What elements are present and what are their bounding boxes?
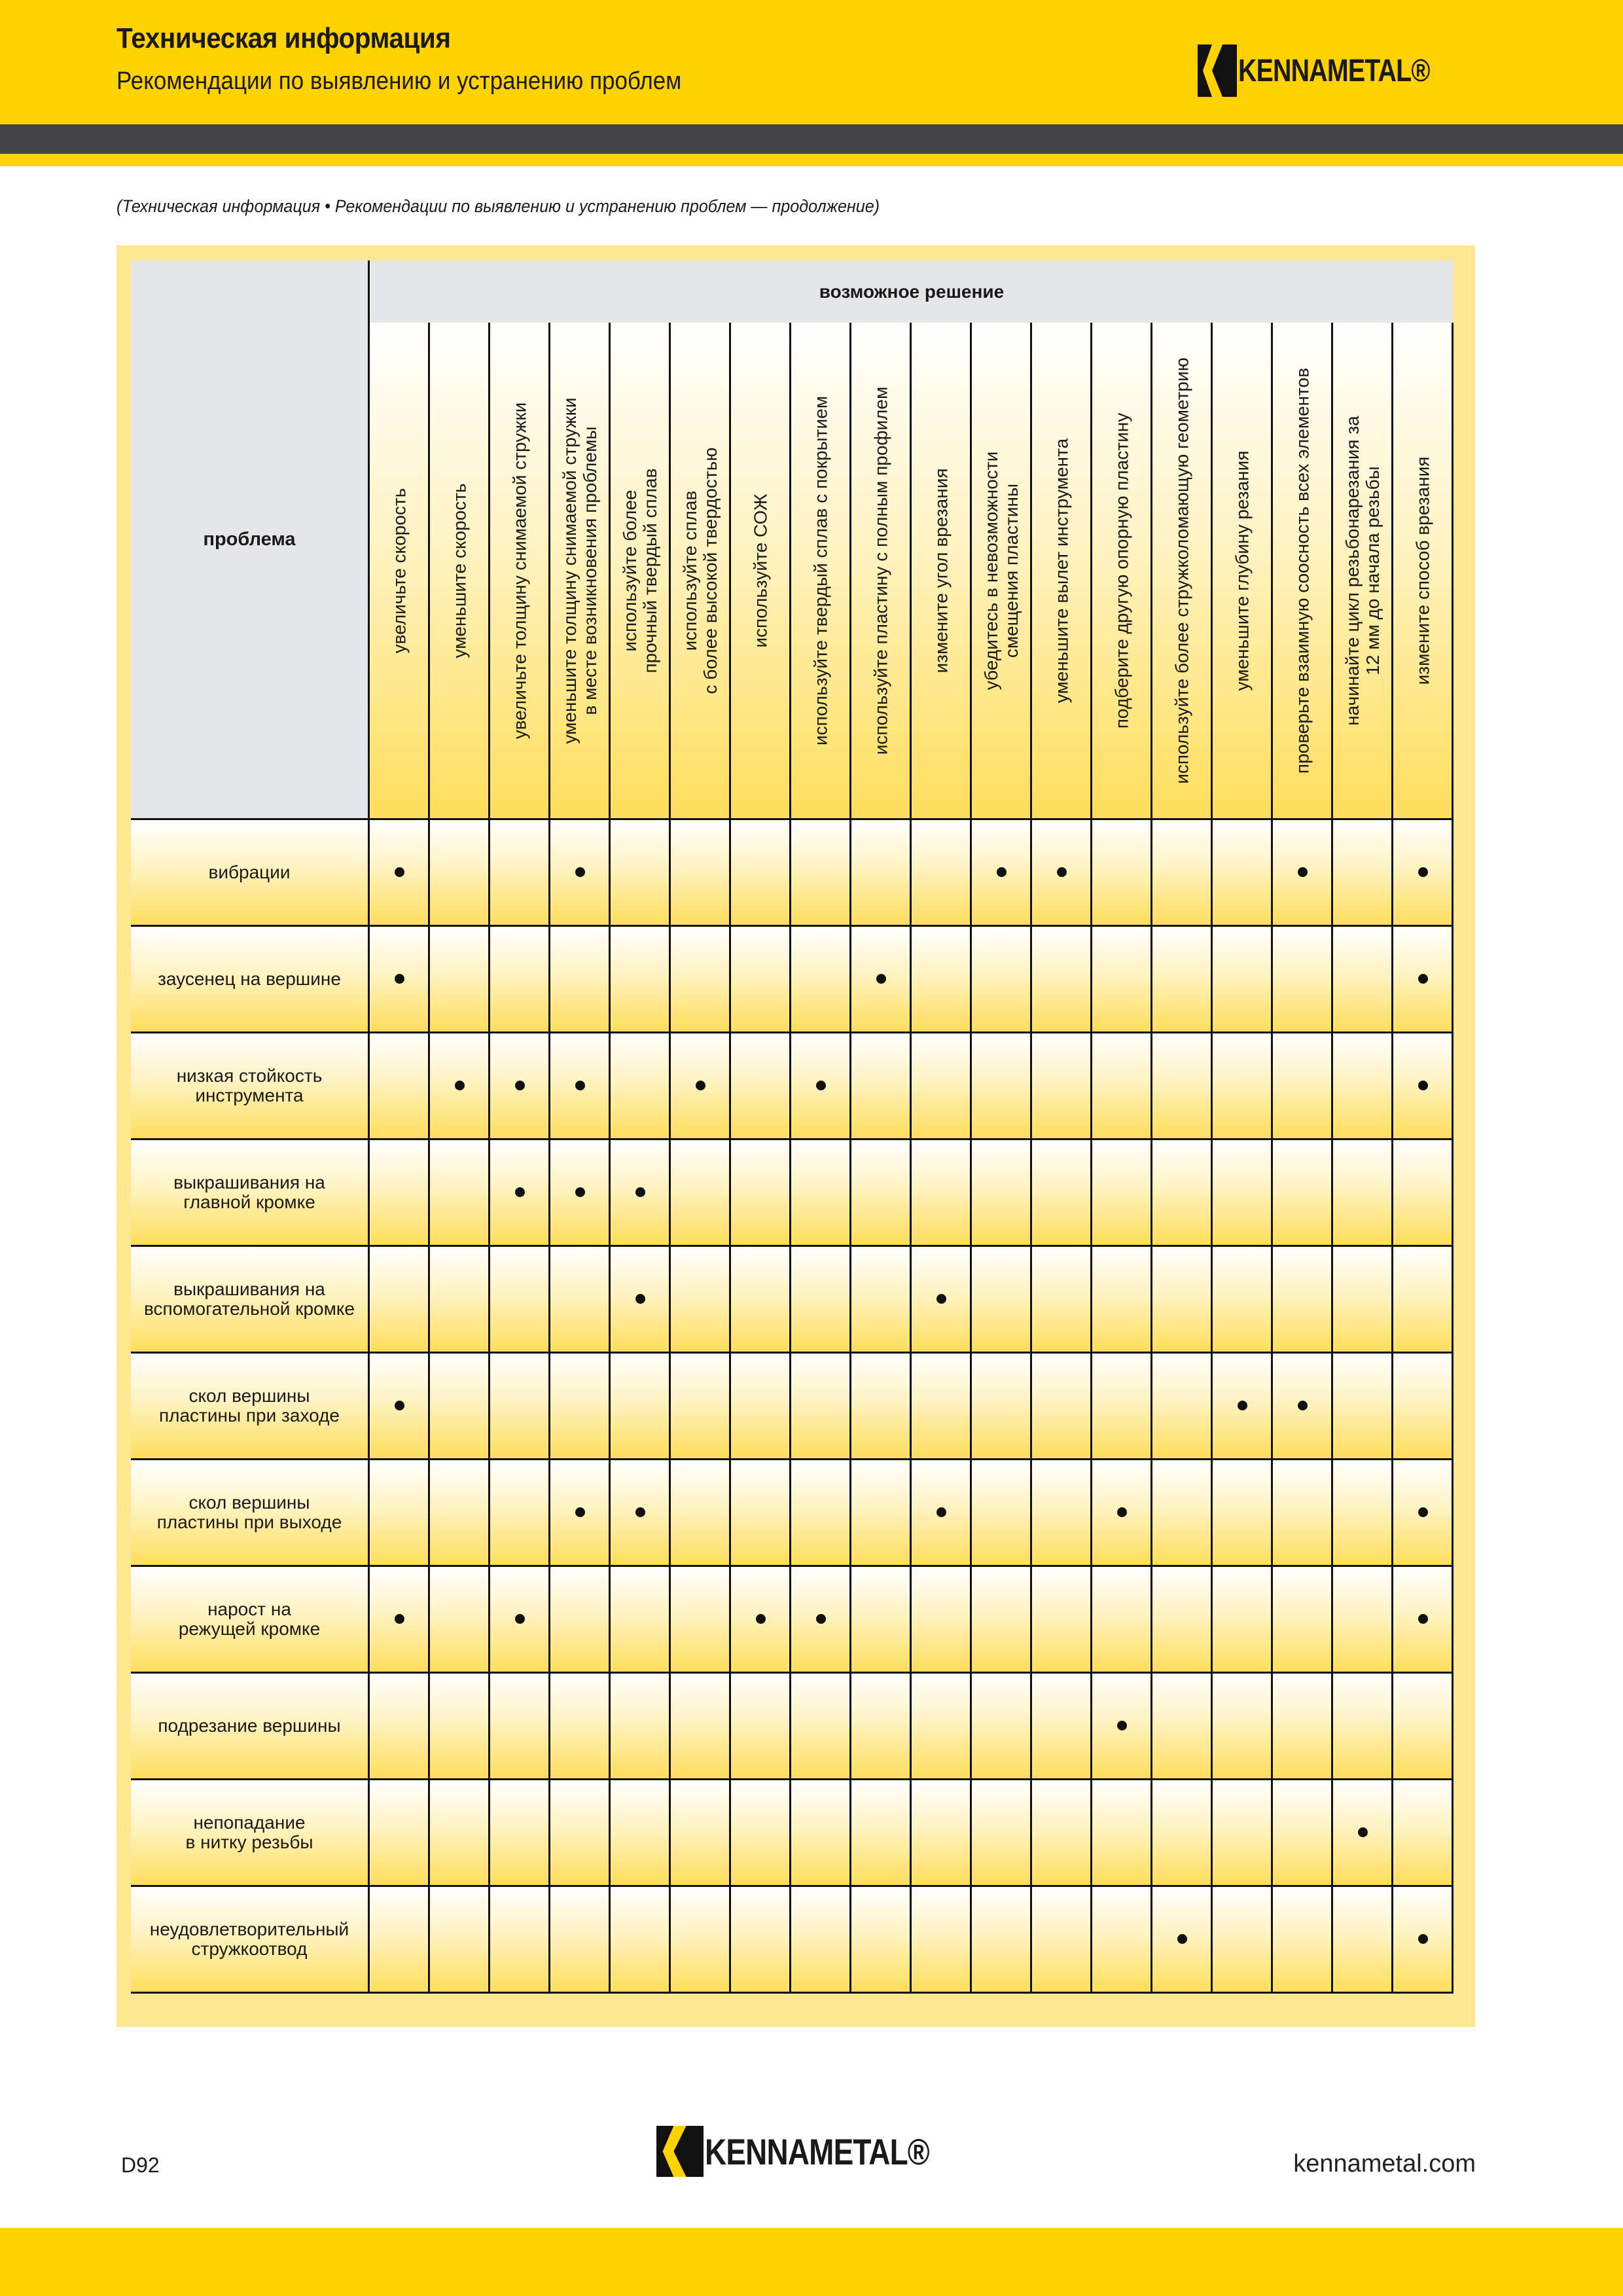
table-cell [1092,1780,1152,1887]
table-cell [1152,1033,1213,1140]
table-cell [912,1780,972,1887]
table-cell [1032,1567,1092,1674]
table-cell [851,1247,912,1354]
table-cell [912,1140,972,1247]
solution-header-16 [1273,323,1333,820]
recommendation-dot [816,1614,826,1624]
table-cell [851,820,912,927]
recommendation-dot [575,1081,585,1090]
header-thin-stripe [0,154,1623,166]
problem-label: заусенец на вершине [131,927,370,1033]
table-cell [1393,927,1454,1033]
table-cell [791,1887,851,1994]
table-cell [1333,1033,1393,1140]
problem-column-header: проблема [131,260,370,820]
table-cell [490,927,550,1033]
troubleshooting-table [131,260,1454,1994]
table-cell [972,1247,1032,1354]
problem-label: низкая стойкость инструмента [131,1033,370,1140]
table-cell [370,1033,430,1140]
solution-header-18 [1393,323,1454,820]
table-cell [550,820,611,927]
solution-label: начинайте цикл резьбонарезания за 12 мм до начала резьбы [1342,415,1383,726]
solution-header-1 [370,323,430,820]
table-cell [1273,1567,1333,1674]
solution-label: увеличьте толщину снимаемой стружки [509,402,529,739]
recommendation-dot [1057,867,1067,877]
table-cell [1213,1247,1273,1354]
table-cell [671,1567,731,1674]
table-cell [1333,1567,1393,1674]
page-subtitle: Рекомендации по выявлению и устранению проблем [116,67,682,95]
table-cell [1032,820,1092,927]
recommendation-dot [575,867,585,877]
table-cell [611,1354,671,1460]
header-dark-stripe [0,124,1623,154]
solution-header-14 [1152,323,1213,820]
recommendation-dot [455,1081,465,1090]
solution-label: уменьшите скорость [449,482,469,658]
table-cell [1032,927,1092,1033]
table-cell [550,1567,611,1674]
table-cell [490,1140,550,1247]
table-cell [370,1780,430,1887]
table-cell [1333,1140,1393,1247]
solution-label: используйте более стружколомающую геометрию [1171,357,1192,784]
recommendation-dot [936,1507,946,1517]
table-cell [611,1780,671,1887]
table-cell [791,1247,851,1354]
table-cell [731,1460,791,1567]
recommendation-dot [635,1507,645,1517]
table-cell [1092,927,1152,1033]
recommendation-dot [575,1187,585,1197]
table-cell [1393,1354,1454,1460]
solution-label: увеличьте скорость [389,488,409,653]
table-cell [490,1033,550,1140]
solution-header-4 [550,323,611,820]
table-cell [1273,1460,1333,1567]
table-cell [912,1567,972,1674]
table-cell [430,1354,490,1460]
table-cell [731,1567,791,1674]
table-cell [1333,1780,1393,1887]
solution-label: уменьшите вылет инструмента [1051,438,1071,703]
table-cell [1213,1887,1273,1994]
table-cell [1092,1140,1152,1247]
kennametal-footer-logo [656,2126,978,2177]
table-cell [731,1354,791,1460]
table-cell [671,820,731,927]
recommendation-dot [936,1294,946,1304]
table-cell [490,820,550,927]
solution-label: используйте СОЖ [750,493,770,648]
table-cell [671,1140,731,1247]
table-cell [1273,1887,1333,1994]
table-cell [851,1460,912,1567]
recommendation-dot [816,1081,826,1090]
table-cell [430,820,490,927]
table-cell [1393,1674,1454,1780]
table-cell [550,1460,611,1567]
table-cell [430,1460,490,1567]
table-cell [1393,1780,1454,1887]
recommendation-dot [395,974,404,984]
table-cell [430,1887,490,1994]
table-cell [611,1460,671,1567]
table-cell [1092,1567,1152,1674]
table-cell [671,927,731,1033]
table-cell [370,1460,430,1567]
recommendation-dot [1418,1081,1428,1090]
page-title: Техническая информация [116,22,451,54]
solution-label: измените способ врезания [1412,456,1433,685]
table-cell [671,1780,731,1887]
solution-header-2 [430,323,490,820]
table-cell [972,1460,1032,1567]
recommendation-dot [515,1614,525,1624]
table-cell [731,927,791,1033]
recommendation-dot [395,1614,404,1624]
table-cell [1273,1780,1333,1887]
solution-label: измените угол врезания [931,467,951,673]
table-cell [1333,1247,1393,1354]
table-cell [611,1033,671,1140]
website-link[interactable]: kennametal.com [1293,2150,1476,2178]
table-cell [972,1567,1032,1674]
recommendation-dot [997,867,1007,877]
problem-label: непопадание в нитку резьбы [131,1780,370,1887]
table-cell [611,927,671,1033]
table-cell [1213,820,1273,927]
table-cell [851,1354,912,1460]
table-cell [791,1140,851,1247]
table-cell [1032,1674,1092,1780]
table-cell [550,1674,611,1780]
table-cell [1213,1674,1273,1780]
table-cell [791,1460,851,1567]
table-cell [1393,820,1454,927]
recommendation-dot [515,1187,525,1197]
page-number: D92 [121,2153,160,2177]
table-cell [671,1674,731,1780]
problem-label: скол вершины пластины при выходе [131,1460,370,1567]
table-cell [550,1140,611,1247]
solution-label: используйте пластину с полным профилем [870,386,891,755]
recommendation-dot [1117,1721,1127,1731]
recommendation-dot [1177,1934,1187,1944]
table-cell [671,1460,731,1567]
recommendation-dot [1298,1401,1308,1410]
table-cell [1032,1140,1092,1247]
table-cell [611,1140,671,1247]
table-cell [851,1674,912,1780]
table-cell [1032,1247,1092,1354]
solution-header-5 [611,323,671,820]
table-cell [1333,927,1393,1033]
solution-header-17 [1333,323,1393,820]
solution-label: подберите другую опорную пластину [1111,412,1132,728]
solution-label: используйте более прочный твердый сплав [619,468,660,673]
solution-header-11 [972,323,1032,820]
table-cell [912,927,972,1033]
problem-label: неудовлетворительный стружкоотвод [131,1887,370,1994]
table-cell [550,1033,611,1140]
table-cell [851,1567,912,1674]
recommendation-dot [1418,1507,1428,1517]
solution-header-6 [671,323,731,820]
table-cell [1393,1140,1454,1247]
table-cell [430,1247,490,1354]
table-cell [1393,1247,1454,1354]
table-cell [791,927,851,1033]
recommendation-dot [1238,1401,1247,1410]
recommendation-dot [756,1614,766,1624]
table-cell [490,1247,550,1354]
table-cell [611,1247,671,1354]
table-cell [791,1780,851,1887]
table-cell [430,1033,490,1140]
table-cell [1032,1460,1092,1567]
table-cell [671,1033,731,1140]
table-cell [1213,1567,1273,1674]
table-cell [1273,1033,1333,1140]
table-cell [912,1460,972,1567]
table-cell [1092,1674,1152,1780]
recommendation-dot [1418,1614,1428,1624]
table-cell [1333,1674,1393,1780]
problem-label: подрезание вершины [131,1674,370,1780]
table-cell [1333,820,1393,927]
table-cell [370,1247,430,1354]
table-cell [1152,1354,1213,1460]
recommendation-dot [1418,1934,1428,1944]
table-cell [851,1140,912,1247]
recommendation-dot [395,867,404,877]
table-cell [550,1780,611,1887]
table-cell [1152,1140,1213,1247]
table-cell [972,927,1032,1033]
solution-header-9 [851,323,912,820]
table-cell [731,820,791,927]
table-cell [550,1354,611,1460]
table-cell [490,1780,550,1887]
table-cell [972,820,1032,927]
table-cell [972,1140,1032,1247]
solution-header-12 [1032,323,1092,820]
recommendation-dot [1298,867,1308,877]
table-cell [1092,1247,1152,1354]
problem-label: нарост на режущей кромке [131,1567,370,1674]
table-cell [1393,1567,1454,1674]
table-cell [851,1780,912,1887]
table-cell [1152,1567,1213,1674]
recommendation-dot [515,1081,525,1090]
table-cell [611,1567,671,1674]
table-cell [1393,1033,1454,1140]
table-cell [731,1140,791,1247]
table-cell [1393,1887,1454,1994]
table-cell [1092,1887,1152,1994]
recommendation-dot [395,1401,404,1410]
table-cell [972,1780,1032,1887]
solution-label: используйте сплав с более высокой твердостью [679,447,721,694]
table-cell [370,1140,430,1247]
table-cell [851,1887,912,1994]
table-cell [1273,1140,1333,1247]
recommendation-dot [635,1294,645,1304]
table-cell [912,1354,972,1460]
solution-label: уменьшите глубину резания [1232,450,1252,691]
solution-header-7 [731,323,791,820]
table-cell [1273,1354,1333,1460]
table-cell [1333,1887,1393,1994]
table-cell [370,927,430,1033]
solution-label: уменьшите толщину снимаемой стружки в месте возникновения проблемы [559,397,600,744]
footer-brand-name: KENNAMETAL® [705,2130,929,2172]
table-cell [972,1674,1032,1780]
table-cell [1333,1460,1393,1567]
solution-header-10 [912,323,972,820]
table-cell [370,1887,430,1994]
table-cell [1152,1460,1213,1567]
table-cell [370,1354,430,1460]
table-cell [1152,820,1213,927]
table-cell [1092,1033,1152,1140]
recommendation-dot [696,1081,705,1090]
table-cell [1333,1354,1393,1460]
recommendation-dot [635,1187,645,1197]
table-cell [791,1354,851,1460]
table-cell [430,1674,490,1780]
solution-header-3 [490,323,550,820]
table-cell [1152,1674,1213,1780]
table-cell [912,1033,972,1140]
table-cell [912,820,972,927]
table-cell [1273,927,1333,1033]
solution-header-13 [1092,323,1152,820]
table-cell [1032,1887,1092,1994]
solution-label: убедитесь в невозможности смещения пластины [980,451,1022,690]
problem-label: вибрации [131,820,370,927]
problem-label: выкрашивания на вспомогательной кромке [131,1247,370,1354]
solution-label: проверьте взаимную соосность всех элементов [1292,367,1312,774]
solution-header-15 [1213,323,1273,820]
problem-label: выкрашивания на главной кромке [131,1140,370,1247]
table-cell [430,1567,490,1674]
table-cell [490,1460,550,1567]
table-cell [490,1674,550,1780]
table-cell [490,1567,550,1674]
table-cell [1032,1033,1092,1140]
kennametal-k-icon [656,2126,704,2177]
table-cell [731,1674,791,1780]
table-cell [1092,1460,1152,1567]
table-cell [550,1887,611,1994]
continuation-note: (Техническая информация • Рекомендации по выявлению и устранению проблем — продолжение) [116,196,880,216]
table-cell [1032,1354,1092,1460]
problem-label: скол вершины пластины при заходе [131,1354,370,1460]
table-cell [671,1354,731,1460]
table-cell [430,1140,490,1247]
table-cell [1152,1247,1213,1354]
brand-name: KENNAMETAL® [1238,53,1430,88]
solution-label: используйте твердый сплав с покрытием [810,395,830,745]
table-cell [1213,1354,1273,1460]
table-cell [1213,1033,1273,1140]
kennametal-k-icon [1198,45,1237,97]
table-cell [851,927,912,1033]
table-cell [671,1247,731,1354]
table-cell [731,1780,791,1887]
table-cell [791,820,851,927]
table-cell [912,1247,972,1354]
table-cell [791,1674,851,1780]
recommendation-dot [1358,1827,1368,1837]
table-cell [550,927,611,1033]
table-cell [671,1887,731,1994]
recommendation-dot [876,974,886,984]
table-cell [1092,1354,1152,1460]
solution-header-8 [791,323,851,820]
table-cell [1152,1887,1213,1994]
table-cell [370,820,430,927]
table-cell [731,1887,791,1994]
recommendation-dot [1117,1507,1127,1517]
table-cell [611,1674,671,1780]
table-cell [1213,1780,1273,1887]
recommendation-dot [1418,974,1428,984]
table-cell [1092,820,1152,927]
table-cell [611,1887,671,1994]
table-cell [731,1033,791,1140]
table-cell [550,1247,611,1354]
table-cell [490,1887,550,1994]
recommendation-dot [1418,867,1428,877]
table-cell [851,1033,912,1140]
table-cell [912,1674,972,1780]
table-cell [791,1567,851,1674]
table-cell [1152,1780,1213,1887]
table-cell [1152,927,1213,1033]
table-cell [1273,1674,1333,1780]
table-cell [430,927,490,1033]
kennametal-logo [1198,45,1472,97]
table-cell [972,1887,1032,1994]
solution-group-header: возможное решение [370,260,1454,323]
recommendation-dot [575,1507,585,1517]
table-cell [611,820,671,927]
table-cell [731,1247,791,1354]
table-cell [430,1780,490,1887]
table-cell [1213,927,1273,1033]
table-cell [972,1033,1032,1140]
table-cell [490,1354,550,1460]
table-cell [1032,1780,1092,1887]
footer-band [0,2228,1623,2296]
table-cell [972,1354,1032,1460]
table-cell [370,1567,430,1674]
table-cell [370,1674,430,1780]
table-cell [1273,820,1333,927]
table-cell [912,1887,972,1994]
table-cell [1393,1460,1454,1567]
table-cell [1213,1140,1273,1247]
table-cell [1273,1247,1333,1354]
table-cell [1213,1460,1273,1567]
table-cell [791,1033,851,1140]
